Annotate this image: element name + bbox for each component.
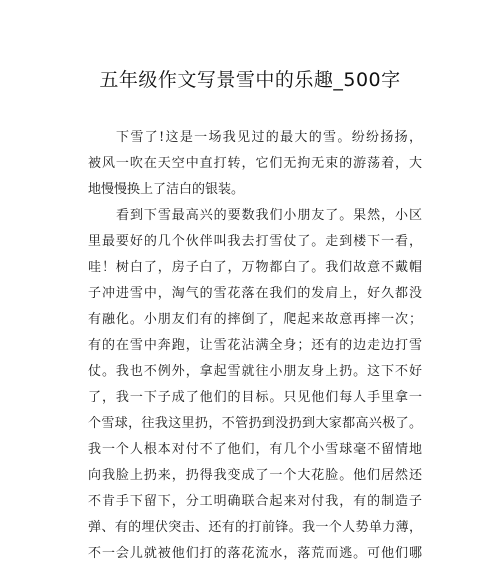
text-line: 看到下雪最高兴的要数我们小朋友了。果然，小区: [116, 208, 422, 223]
text-line: 子冲进雪中，淘气的雪花落在我们的发肩上，好久都没: [88, 286, 422, 301]
text-line: 我一个人根本对付不了他们，有几个小雪球毫不留情地: [88, 442, 422, 457]
document-title: 五年级作文写景雪中的乐趣_500字: [99, 69, 401, 91]
text-line: 不一会儿就被他们打的落花流水，落荒而逃。可他们哪: [88, 546, 422, 561]
text-line: 里最要好的几个伙伴叫我去打雪仗了。走到楼下一看，: [88, 234, 422, 249]
document-body: [88, 125, 422, 566]
text-line: 向我脸上扔来，扔得我变成了一个大花脸。他们居然还: [88, 468, 422, 483]
text-line: 地慢慢换上了洁白的银装。: [88, 182, 245, 197]
paragraph-2: [88, 203, 422, 566]
text-line: 有的在雪中奔跑，让雪花沾满全身；还有的边走边打雪: [88, 338, 422, 353]
text-line: 下雪了!这是一场我见过的最大的雪。纷纷扬扬，: [116, 130, 422, 145]
text-line: 弹、有的埋伏突击、还有的打前锋。我一个人势单力薄，: [88, 520, 422, 535]
paragraph-1: [88, 125, 422, 203]
text-line: 被风一吹在天空中直打转，它们无拘无束的游荡着，大: [88, 156, 422, 171]
text-line: 了，我一下子成了他们的目标。只见他们每人手里拿一: [88, 390, 422, 405]
text-line: 哇！树白了，房子白了，万物都白了。我们故意不戴帽: [88, 260, 422, 275]
text-line: 仗。我也不例外，拿起雪就往小朋友身上扔。这下不好: [88, 364, 422, 379]
text-line: 有融化。小朋友们有的摔倒了，爬起来故意再摔一次；: [88, 312, 422, 327]
text-line: 个雪球，往我这里扔，不管扔到没扔到大家都高兴极了。: [88, 416, 422, 431]
text-line: 不肯手下留下，分工明确联合起来对付我，有的制造子: [88, 494, 422, 509]
